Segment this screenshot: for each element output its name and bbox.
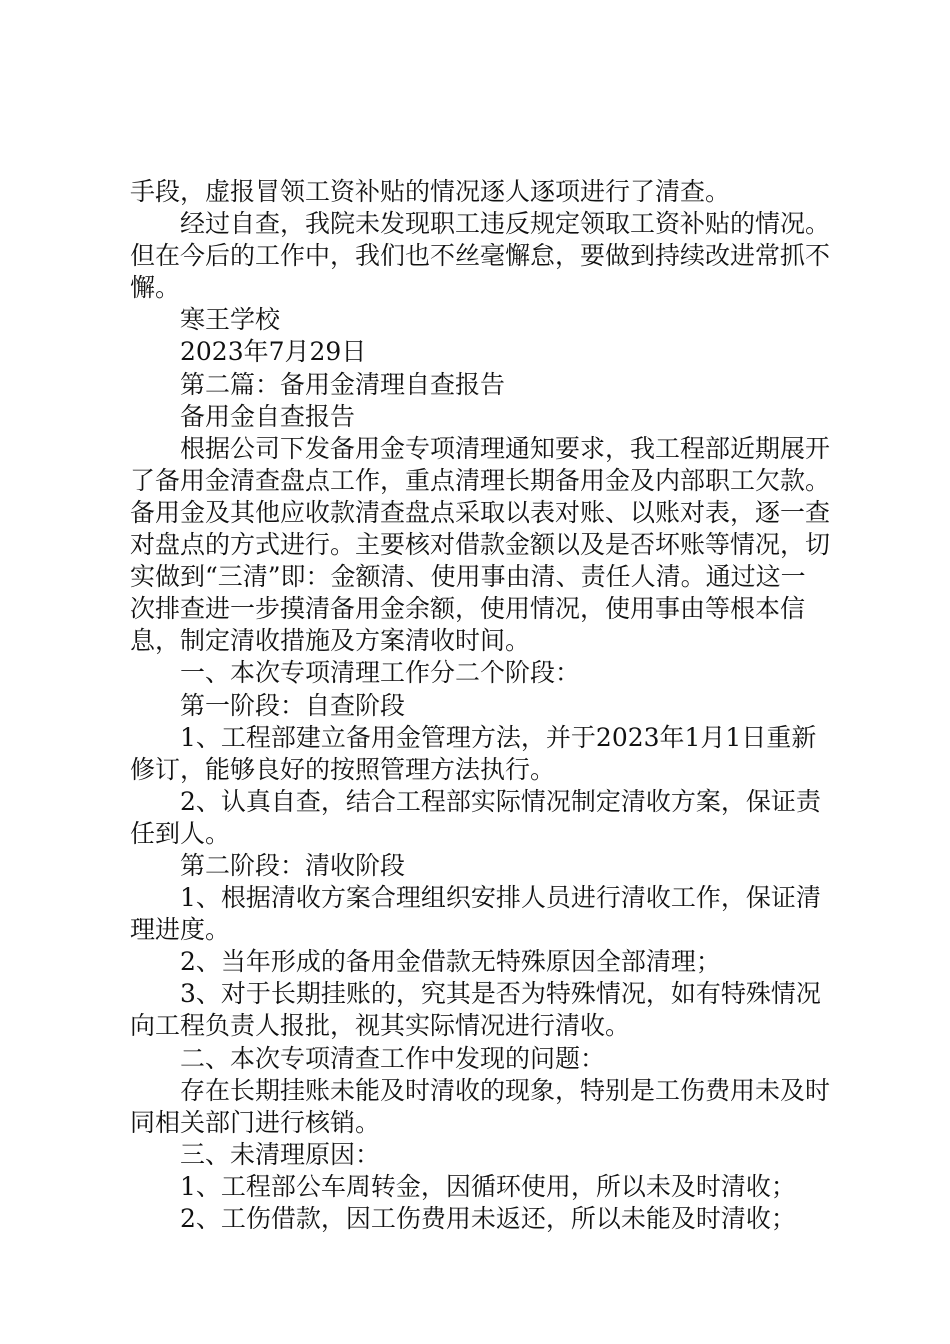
heading-problems: 二、本次专项清查工作中发现的问题： [180, 1043, 606, 1073]
paragraph-problems: 存在长期挂账未能及时清收的现象，特别是工伤费用未及时同相关部门进行核销。 [130, 1075, 831, 1137]
signature-school: 寒王学校 [180, 305, 281, 335]
paragraph-self-check-result: 经过自查，我院未发现职工违反规定领取工资补贴的情况。但在今后的工作中，我们也不丝毫懈怠，要做到持续改进常抓不懈。 [130, 209, 831, 303]
heading-stages: 一、本次专项清理工作分二个阶段： [180, 658, 581, 688]
reason-item-2: 2、工伤借款，因工伤费用未返还，所以未能及时清收； [180, 1204, 796, 1233]
heading-stage-two: 第二阶段：清收阶段 [180, 850, 406, 880]
stage-one-item-2: 2、认真自查，结合工程部实际情况制定清收方案，保证责任到人。 [130, 786, 821, 848]
paragraph-continuation: 手段，虚报冒领工资补贴的情况逐人逐项进行了清查。 [130, 177, 731, 206]
paragraph-intro: 根据公司下发备用金专项清理通知要求，我工程部近期展开了备用金清查盘点工作，重点清理长期备用金及内部职工欠款。备用金及其他应收款清查盘点采取以表对账、以账对表，逐一查对盘点的方式进行。主要核对借款金额以及是否坏账等情况，切实做到“三清”即：金额清、使用事由清、责任人清。通过这一次排查进一步摸清备用金余额，使用情况，使用事由等根本信息，制定清收措施及方案清收时间。 [130, 433, 831, 656]
stage-two-item-3: 3、对于长期挂账的，究其是否为特殊情况，如有特殊情况向工程负责人报批，视其实际情况进行清收。 [130, 979, 821, 1041]
stage-one-item-1: 1、工程部建立备用金管理方法，并于2023年1月1日重新修订，能够良好的按照管理方法执行。 [130, 722, 817, 784]
heading-stage-one: 第一阶段：自查阶段 [180, 690, 406, 720]
heading-reasons: 三、未清理原因： [180, 1139, 381, 1169]
stage-two-item-2: 2、当年形成的备用金借款无特殊原因全部清理； [180, 947, 721, 977]
section-heading: 第二篇：备用金清理自查报告 [180, 369, 506, 399]
report-title: 备用金自查报告 [180, 401, 356, 431]
signature-date: 2023年7月29日 [180, 337, 367, 367]
reason-item-1: 1、工程部公车周转金，因循环使用，所以未及时清收； [180, 1171, 796, 1201]
document-body [130, 176, 830, 1235]
stage-two-item-1: 1、根据清收方案合理组织安排人员进行清收工作，保证清理进度。 [130, 883, 821, 945]
